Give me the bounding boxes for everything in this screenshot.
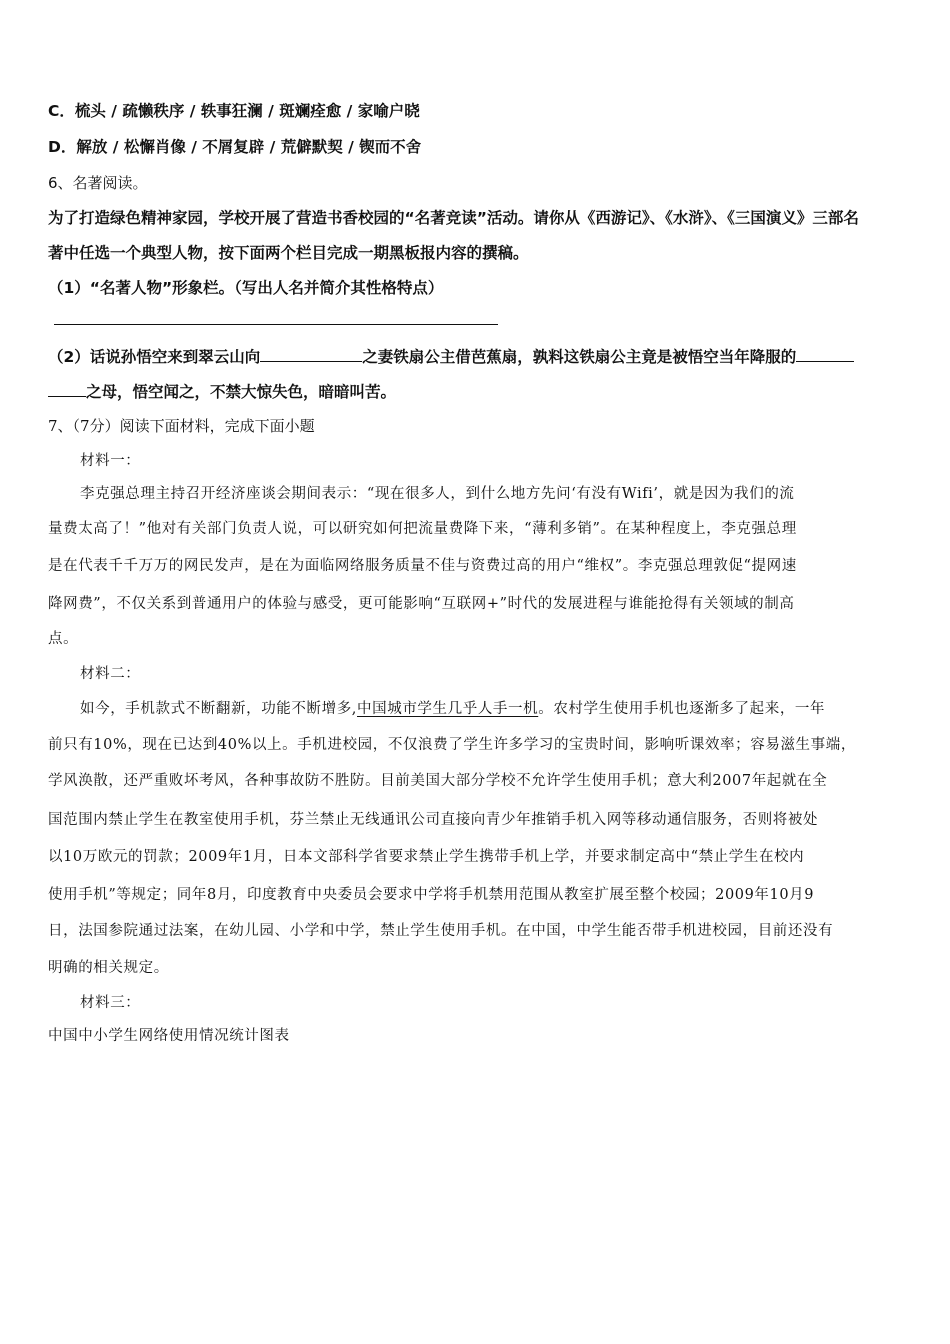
- answer-blank-2[interactable]: [260, 346, 362, 362]
- material-3-label: 材料三：: [80, 995, 141, 1011]
- q6-sub2-line-1: [48, 346, 854, 367]
- material-2-line-1-pre: 如今，手机款式不断翻新，功能不断增多,: [80, 701, 358, 717]
- material-2-line-1: [80, 699, 825, 719]
- q6-title: 6、名著阅读。: [48, 174, 148, 192]
- q6-sub2-part-a: （2）话说孙悟空来到翠云山向: [48, 348, 261, 366]
- material-1-line-5: 点。: [48, 631, 79, 647]
- answer-blank-3a[interactable]: [796, 346, 854, 362]
- material-2-line-4: 国范围内禁止学生在教室使用手机，芬兰禁止无线通讯公司直接向青少年推销手机入网等移动通信服务，否则将被处: [48, 812, 819, 828]
- q6-intro-line-2: 著中任选一个典型人物，按下面两个栏目完成一期黑板报内容的撰稿。: [48, 244, 529, 262]
- material-1-line-3: 是在代表千千万万的网民发声，是在为面临网络服务质量不佳与资费过高的用户“维权”。李克强总理敦促“提网速: [48, 558, 797, 574]
- answer-blank-1[interactable]: [54, 324, 498, 325]
- q7-title: 7、（7分）阅读下面材料，完成下面小题: [48, 417, 315, 435]
- material-2-line-6: 使用手机”等规定；同年8月，印度教育中央委员会要求中学将手机禁用范围从教室扩展至整个校园；2009年10月9: [48, 887, 815, 903]
- material-2-line-7: 日，法国参院通过法案，在幼儿园、小学和中学，禁止学生使用手机。在中国，中学生能否带手机进校园，目前还没有: [48, 923, 834, 939]
- material-2-line-1-post: 。农村学生使用手机也逐渐多了起来，一年: [538, 701, 826, 717]
- material-2-line-2: 前只有10%，现在已达到40%以上。手机进校园，不仅浪费了学生许多学习的宝贵时间，影响听课效率；容易滋生事端，: [48, 737, 856, 753]
- material-2-line-3: 学风涣散，还严重败坏考风，各种事故防不胜防。目前美国大部分学校不允许学生使用手机；意大利2007年起就在全: [48, 773, 828, 789]
- option-d: D．解放 / 松懈肖像 / 不屑复辟 / 荒僻默契 / 锲而不舍: [48, 138, 422, 156]
- chart-caption: 中国中小学生网络使用情况统计图表: [48, 1028, 290, 1044]
- material-2-label: 材料二：: [80, 666, 141, 682]
- q6-intro-line-1: 为了打造绿色精神家园，学校开展了营造书香校园的“名著竞读”活动。请你从《西游记》、《水浒》、《三国演义》三部名: [48, 209, 859, 227]
- material-1-line-1: 李克强总理主持召开经济座谈会期间表示：“现在很多人，到什么地方先问‘有没有Wifi’，就是因为我们的流: [80, 486, 795, 502]
- material-2-underlined-phrase: 中国城市学生几乎人手一机: [357, 701, 539, 717]
- material-2-line-5: 以10万欧元的罚款；2009年1月，日本文部科学省要求禁止学生携带手机上学，并要求制定高中“禁止学生在校内: [48, 849, 805, 865]
- q6-sub2-part-c: 之母，悟空闻之，不禁大惊失色，暗暗叫苦。: [86, 383, 397, 401]
- material-1-line-2: 量费太高了！”他对有关部门负责人说，可以研究如何把流量费降下来，“薄利多销”。在某种程度上，李克强总理: [48, 521, 797, 537]
- material-1-line-4: 降网费”，不仅关系到普通用户的体验与感受，更可能影响“互联网+”时代的发展进程与谁能抢得有关领域的制高: [48, 596, 795, 612]
- q6-sub2-line-2: [48, 381, 396, 402]
- q6-sub2-part-b: 之妻铁扇公主借芭蕉扇，孰料这铁扇公主竟是被悟空当年降服的: [362, 348, 797, 366]
- option-c: C．梳头 / 疏懒秩序 / 轶事狂澜 / 斑斓痊愈 / 家喻户晓: [48, 102, 420, 120]
- q6-sub1: （1）“名著人物”形象栏。（写出人名并简介其性格特点）: [48, 279, 444, 297]
- material-1-label: 材料一：: [80, 453, 141, 469]
- answer-blank-3b[interactable]: [48, 381, 86, 397]
- material-2-line-8: 明确的相关规定。: [48, 960, 169, 976]
